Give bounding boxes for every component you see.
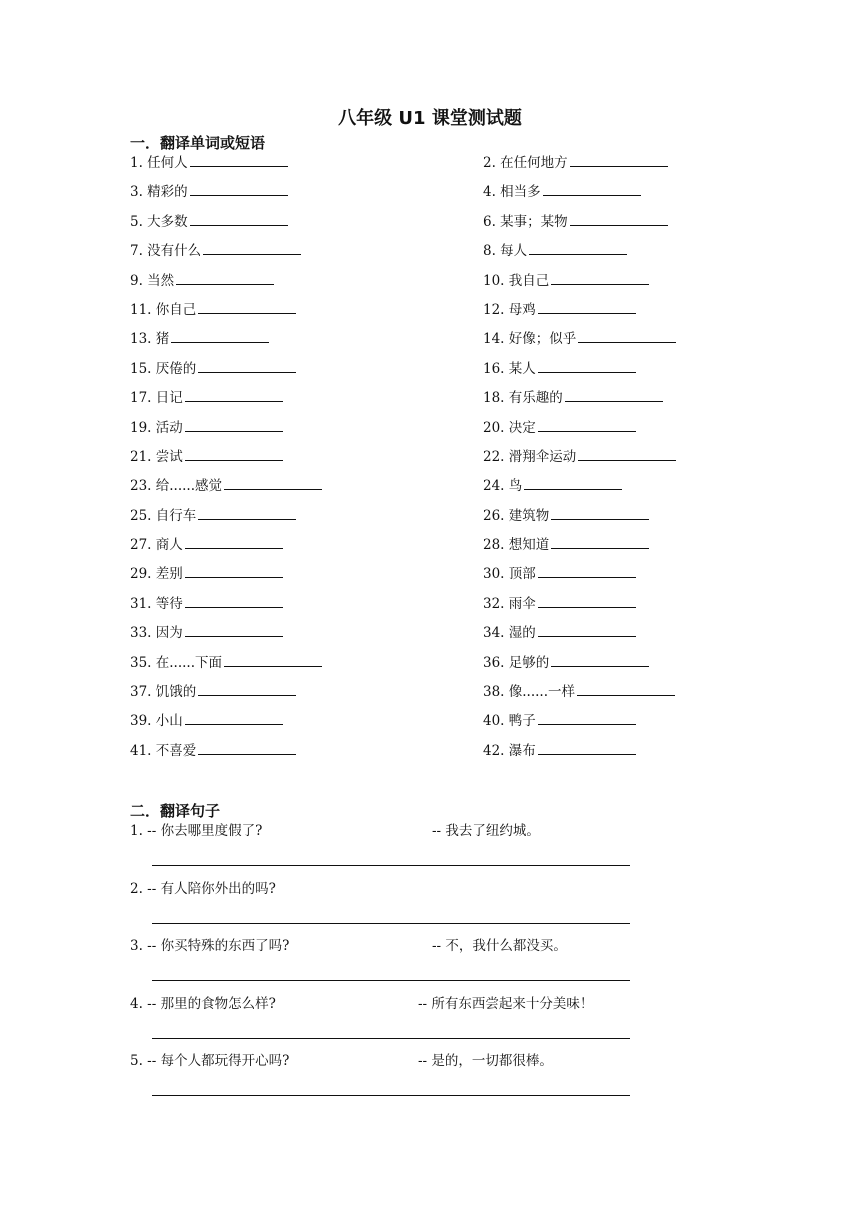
vocab-prompt: 20. 决定 bbox=[483, 419, 536, 436]
sentence-question: 2. -- 有人陪你外出的吗? bbox=[130, 880, 276, 897]
vocab-prompt: 16. 某人 bbox=[483, 360, 536, 377]
answer-blank[interactable] bbox=[551, 505, 649, 520]
answer-blank[interactable] bbox=[224, 652, 322, 667]
sentence-item bbox=[0, 995, 860, 1053]
vocab-prompt: 25. 自行车 bbox=[130, 507, 197, 524]
vocab-item bbox=[483, 593, 636, 614]
answer-blank[interactable] bbox=[578, 446, 676, 461]
answer-blank[interactable] bbox=[198, 299, 296, 314]
answer-line[interactable] bbox=[152, 1095, 630, 1096]
answer-line[interactable] bbox=[152, 1038, 630, 1039]
vocab-prompt: 9. 当然 bbox=[130, 272, 175, 289]
vocab-item bbox=[483, 681, 675, 702]
vocab-prompt: 3. 精彩的 bbox=[130, 184, 188, 201]
vocab-prompt: 23. 给......感觉 bbox=[130, 478, 223, 495]
sentence-question: 3. -- 你买特殊的东西了吗? bbox=[130, 938, 290, 954]
vocab-row bbox=[0, 417, 860, 446]
answer-blank[interactable] bbox=[551, 652, 649, 667]
vocab-prompt: 29. 差别 bbox=[130, 566, 183, 583]
vocab-prompt: 10. 我自己 bbox=[483, 272, 550, 289]
answer-blank[interactable] bbox=[529, 240, 627, 255]
vocab-prompt: 33. 因为 bbox=[130, 625, 183, 642]
answer-blank[interactable] bbox=[185, 417, 283, 432]
answer-blank[interactable] bbox=[565, 387, 663, 402]
vocab-item bbox=[483, 387, 663, 408]
vocab-item bbox=[483, 710, 636, 731]
vocab-item bbox=[483, 358, 636, 379]
answer-blank[interactable] bbox=[538, 740, 636, 755]
sentence-question: 4. -- 那里的食物怎么样? bbox=[130, 995, 276, 1012]
sentence-answer: -- 我去了纽约城。 bbox=[432, 823, 540, 839]
sentence-question: 5. -- 每个人都玩得开心吗? bbox=[130, 1053, 290, 1069]
vocab-item bbox=[130, 622, 283, 643]
vocab-prompt: 41. 不喜爱 bbox=[130, 742, 197, 759]
answer-blank[interactable] bbox=[570, 152, 668, 167]
vocab-item bbox=[130, 152, 288, 173]
vocab-prompt: 5. 大多数 bbox=[130, 213, 188, 230]
vocab-row bbox=[0, 652, 860, 681]
vocab-prompt: 12. 母鸡 bbox=[483, 301, 536, 318]
vocab-item bbox=[483, 240, 627, 261]
vocab-prompt: 19. 活动 bbox=[130, 419, 183, 436]
vocab-row bbox=[0, 387, 860, 416]
vocab-row bbox=[0, 299, 860, 328]
answer-blank[interactable] bbox=[190, 211, 288, 226]
vocab-prompt: 1. 任何人 bbox=[130, 155, 188, 171]
vocab-prompt: 6. 某事；某物 bbox=[483, 213, 568, 230]
vocab-row bbox=[0, 270, 860, 299]
vocab-prompt: 18. 有乐趣的 bbox=[483, 390, 563, 407]
vocab-row bbox=[0, 240, 860, 269]
section-title-vocab: 一．翻译单词或短语 bbox=[130, 134, 266, 152]
vocab-row bbox=[0, 593, 860, 622]
vocab-item bbox=[483, 740, 636, 761]
vocab-list bbox=[0, 152, 860, 769]
vocab-item bbox=[130, 681, 296, 702]
vocab-item bbox=[130, 417, 283, 438]
vocab-item bbox=[130, 299, 296, 320]
vocab-item bbox=[483, 475, 622, 496]
vocab-item bbox=[130, 475, 322, 496]
vocab-item bbox=[483, 622, 636, 643]
vocab-row bbox=[0, 152, 860, 181]
vocab-item bbox=[130, 534, 283, 555]
answer-blank[interactable] bbox=[538, 563, 636, 578]
vocab-prompt: 34. 湿的 bbox=[483, 625, 536, 642]
vocab-item bbox=[483, 534, 649, 555]
vocab-prompt: 31. 等待 bbox=[130, 595, 183, 612]
answer-blank[interactable] bbox=[198, 358, 296, 373]
sentence-list bbox=[0, 822, 860, 1110]
vocab-row bbox=[0, 211, 860, 240]
vocab-row bbox=[0, 505, 860, 534]
answer-blank[interactable] bbox=[185, 622, 283, 637]
vocab-prompt: 8. 每人 bbox=[483, 243, 528, 260]
vocab-item bbox=[130, 505, 296, 526]
vocab-item bbox=[130, 240, 301, 261]
answer-blank[interactable] bbox=[190, 181, 288, 196]
vocab-item bbox=[130, 270, 274, 291]
vocab-prompt: 42. 瀑布 bbox=[483, 742, 536, 759]
vocab-item bbox=[130, 387, 283, 408]
vocab-item bbox=[483, 181, 641, 202]
answer-blank[interactable] bbox=[185, 534, 283, 549]
vocab-prompt: 2. 在任何地方 bbox=[483, 155, 568, 171]
vocab-prompt: 14. 好像；似乎 bbox=[483, 331, 577, 348]
vocab-prompt: 35. 在......下面 bbox=[130, 654, 223, 671]
vocab-item bbox=[483, 505, 649, 526]
vocab-row bbox=[0, 563, 860, 592]
answer-blank[interactable] bbox=[185, 446, 283, 461]
answer-blank[interactable] bbox=[185, 387, 283, 402]
vocab-item bbox=[483, 328, 676, 349]
answer-blank[interactable] bbox=[577, 681, 675, 696]
vocab-row bbox=[0, 710, 860, 739]
answer-blank[interactable] bbox=[198, 740, 296, 755]
vocab-row bbox=[0, 446, 860, 475]
vocab-prompt: 22. 滑翔伞运动 bbox=[483, 448, 577, 465]
vocab-prompt: 11. 你自己 bbox=[130, 301, 197, 318]
sentence-question: 1. -- 你去哪里度假了? bbox=[130, 823, 263, 839]
answer-blank[interactable] bbox=[538, 710, 636, 725]
answer-blank[interactable] bbox=[538, 358, 636, 373]
vocab-prompt: 26. 建筑物 bbox=[483, 507, 550, 524]
answer-blank[interactable] bbox=[538, 299, 636, 314]
sentence-item bbox=[0, 880, 860, 938]
answer-blank[interactable] bbox=[198, 505, 296, 520]
vocab-item bbox=[483, 211, 668, 232]
vocab-prompt: 27. 商人 bbox=[130, 537, 183, 554]
vocab-item bbox=[130, 563, 283, 584]
vocab-row bbox=[0, 328, 860, 357]
vocab-prompt: 24. 鸟 bbox=[483, 478, 523, 495]
vocab-item bbox=[483, 563, 636, 584]
vocab-prompt: 32. 雨伞 bbox=[483, 595, 536, 612]
vocab-prompt: 30. 顶部 bbox=[483, 566, 536, 583]
answer-blank[interactable] bbox=[203, 240, 301, 255]
answer-blank[interactable] bbox=[551, 270, 649, 285]
vocab-row bbox=[0, 181, 860, 210]
answer-blank[interactable] bbox=[538, 622, 636, 637]
answer-blank[interactable] bbox=[198, 681, 296, 696]
vocab-item bbox=[130, 181, 288, 202]
vocab-item bbox=[130, 652, 322, 673]
answer-line[interactable] bbox=[152, 980, 630, 981]
answer-line[interactable] bbox=[152, 923, 630, 924]
vocab-row bbox=[0, 740, 860, 769]
vocab-item bbox=[483, 417, 636, 438]
answer-blank[interactable] bbox=[224, 475, 322, 490]
vocab-row bbox=[0, 358, 860, 387]
sentence-item bbox=[0, 937, 860, 995]
vocab-prompt: 37. 饥饿的 bbox=[130, 684, 197, 701]
vocab-row bbox=[0, 681, 860, 710]
section-title-sentences: 二．翻译句子 bbox=[130, 802, 221, 820]
answer-blank[interactable] bbox=[538, 593, 636, 608]
vocab-row bbox=[0, 622, 860, 651]
vocab-item bbox=[130, 211, 288, 232]
answer-blank[interactable] bbox=[171, 328, 269, 343]
answer-blank[interactable] bbox=[524, 475, 622, 490]
vocab-item bbox=[483, 299, 636, 320]
vocab-item bbox=[130, 328, 269, 349]
vocab-row bbox=[0, 475, 860, 504]
vocab-item bbox=[130, 593, 283, 614]
answer-blank[interactable] bbox=[185, 563, 283, 578]
vocab-prompt: 40. 鸭子 bbox=[483, 713, 536, 730]
sentence-item bbox=[0, 822, 860, 880]
vocab-prompt: 15. 厌倦的 bbox=[130, 360, 197, 377]
vocab-prompt: 13. 猪 bbox=[130, 331, 170, 348]
vocab-item bbox=[483, 270, 649, 291]
answer-blank[interactable] bbox=[551, 534, 649, 549]
vocab-item bbox=[130, 710, 283, 731]
answer-blank[interactable] bbox=[185, 593, 283, 608]
answer-blank[interactable] bbox=[190, 152, 288, 167]
sentence-item bbox=[0, 1052, 860, 1110]
answer-blank[interactable] bbox=[578, 328, 676, 343]
answer-blank[interactable] bbox=[543, 181, 641, 196]
vocab-item bbox=[483, 152, 668, 173]
sentence-answer: -- 所有东西尝起来十分美味！ bbox=[418, 995, 594, 1012]
vocab-prompt: 21. 尝试 bbox=[130, 448, 183, 465]
page-title: 八年级 U1 课堂测试题 bbox=[338, 108, 522, 129]
vocab-item bbox=[130, 446, 283, 467]
vocab-prompt: 28. 想知道 bbox=[483, 537, 550, 554]
vocab-prompt: 36. 足够的 bbox=[483, 654, 550, 671]
answer-line[interactable] bbox=[152, 865, 630, 866]
vocab-prompt: 7. 没有什么 bbox=[130, 243, 202, 260]
vocab-item bbox=[483, 652, 649, 673]
vocab-item bbox=[130, 740, 296, 761]
vocab-prompt: 17. 日记 bbox=[130, 390, 183, 407]
answer-blank[interactable] bbox=[570, 211, 668, 226]
sentence-answer: -- 不，我什么都没买。 bbox=[432, 938, 567, 954]
vocab-item bbox=[483, 446, 676, 467]
vocab-item bbox=[130, 358, 296, 379]
answer-blank[interactable] bbox=[538, 417, 636, 432]
vocab-prompt: 4. 相当多 bbox=[483, 184, 541, 201]
answer-blank[interactable] bbox=[185, 710, 283, 725]
vocab-prompt: 39. 小山 bbox=[130, 713, 183, 730]
vocab-prompt: 38. 像......一样 bbox=[483, 684, 576, 701]
vocab-row bbox=[0, 534, 860, 563]
sentence-answer: -- 是的，一切都很棒。 bbox=[418, 1053, 553, 1069]
answer-blank[interactable] bbox=[176, 270, 274, 285]
